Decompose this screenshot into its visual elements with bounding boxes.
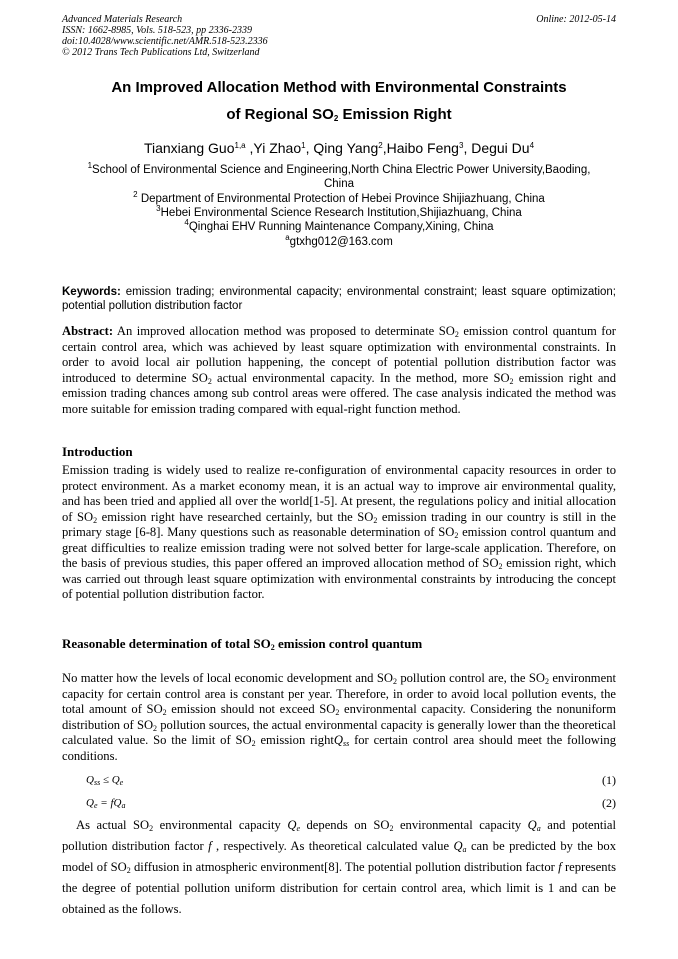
copyright-line: © 2012 Trans Tech Publications Ltd, Switzerland (62, 47, 260, 58)
equation-2-number: (2) (602, 796, 616, 810)
section-heading-total-so2: Reasonable determination of total $SO_2$ emission control quantum (62, 636, 423, 652)
section2-paragraph-1: No matter how the levels of local economic development and $SO_2$ pollution control are, the $SO_2$ environment capacity for certain control area is constant per year. Therefore, in order to avoid local pollution events, the total amount of $SO_2$ emission should not exceed $SO_2$ environmental capacity. Considering the nonuniform distribution of $SO_2$ pollution sources, the actual environmental capacity is generally lower than the theoretical calculated value. So the limit of $SO_2$ emission rightQ$_{ss}$ for certain control area should meet the following conditions. (62, 671, 616, 763)
equation-2: $Q_e = fQ_a$ (86, 797, 126, 810)
keywords: Keywords: emission trading; environmental capacity; environmental constraint; least square optimization; potential pollution distribution factor (62, 286, 616, 312)
doi-line: doi:10.4028/www.scientific.net/AMR.518-523.2336 (62, 36, 268, 47)
issn-line: ISSN: 1662-8985, Vols. 518-523, pp 2336-2339 (62, 25, 252, 36)
author-name: ,Yi Zhao (245, 140, 302, 156)
author-name: , Qing Yang (305, 140, 379, 156)
section2-paragraph-2: As actual $SO_2$ environmental capacity $Q_e$ depends on $SO_2$ environmental capacity $Q_a$ and potential pollution distribution factor f , respectively. As theoretical calculated value $Q_a$ can be predicted by the box model of $SO_2$ diffusion in atmospheric environment[8]. The potential pollution distribution factor f represents the degree of potential pollution uniform distribution for certain control area, which limit is 1 and can be obtained as the follows. (62, 818, 617, 916)
equation-1: $Q_{ss} \le Q_e$ (86, 774, 124, 787)
affiliation-4: $^4$Qinghai EHV Running Maintenance Company,Xining, China (184, 218, 494, 233)
author-list: Tianxiang Guo$^{1,a}$ ,Yi Zhao$^1$, Qing Yang$^2$,Haibo Feng$^3$, Degui Du$^4$ (143, 140, 535, 156)
affiliation-3: $^3$Hebei Environmental Science Research Institution,Shijiazhuang, China (156, 204, 522, 219)
section-heading-introduction: Introduction (62, 444, 133, 459)
paper-title-line1: An Improved Allocation Method with Environmental Constraints (111, 79, 567, 96)
journal-name: Advanced Materials Research (62, 14, 183, 25)
author-email: $^a$gtxhg012@163.com (285, 233, 393, 248)
introduction-paragraph: Emission trading is widely used to realize re-configuration of environmental capacity resources in order to protect environment. As a market economy mean, it is an actual way to improve air environmental quality, and has been tried and applied all over the world[1-5]. At present, the regulations policy and initial allocation of $SO_2$ emission right have researched certainly, but the $SO_2$ emission trading in our country is still in the primary stage [6-8]. Many questions such as reasonable determination of $SO_2$ emission control quantum and great difficulties to realize emission trading were not solved better for large-scale application. Therefore, on the basis of previous studies, this paper offered an improved allocation method of $SO_2$ emission right, which was carried out through least square optimization with environmental constraints by introducing the concept of potential pollution distribution factor. (62, 463, 617, 601)
affiliation-1-country: China (323, 178, 355, 190)
online-date: Online: 2012-05-14 (536, 14, 616, 25)
author-name: Tianxiang Guo (143, 140, 235, 156)
affiliation-2: $^2$ Department of Environmental Protection of Hebei Province Shijiazhuang, China (133, 190, 545, 205)
journal-header (62, 14, 616, 58)
affiliation-1: $^1$School of Environmental Science and Engineering,North China Electric Power University,Baoding, (87, 161, 591, 176)
equation-1-number: (1) (602, 773, 616, 787)
abstract: Abstract: An improved allocation method was proposed to determinate $SO_2$ emission control quantum for certain control area, which was achieved by least square optimization with environmental constraints. In order to avoid local air pollution happening, the concept of potential pollution distribution factor was introduced to determine $SO_2$ actual environmental capacity. In the method, more $SO_2$ emission right and emission trading chances among sub control areas were offered. The case analysis indicated the method was more suitable for emission trading compared with equal-right function method. (62, 324, 616, 416)
author-name: ,Haibo Feng (382, 140, 459, 156)
paper-title-line2: of Regional $SO_2$ Emission Right (226, 106, 452, 123)
author-name: , Degui Du (463, 140, 530, 156)
